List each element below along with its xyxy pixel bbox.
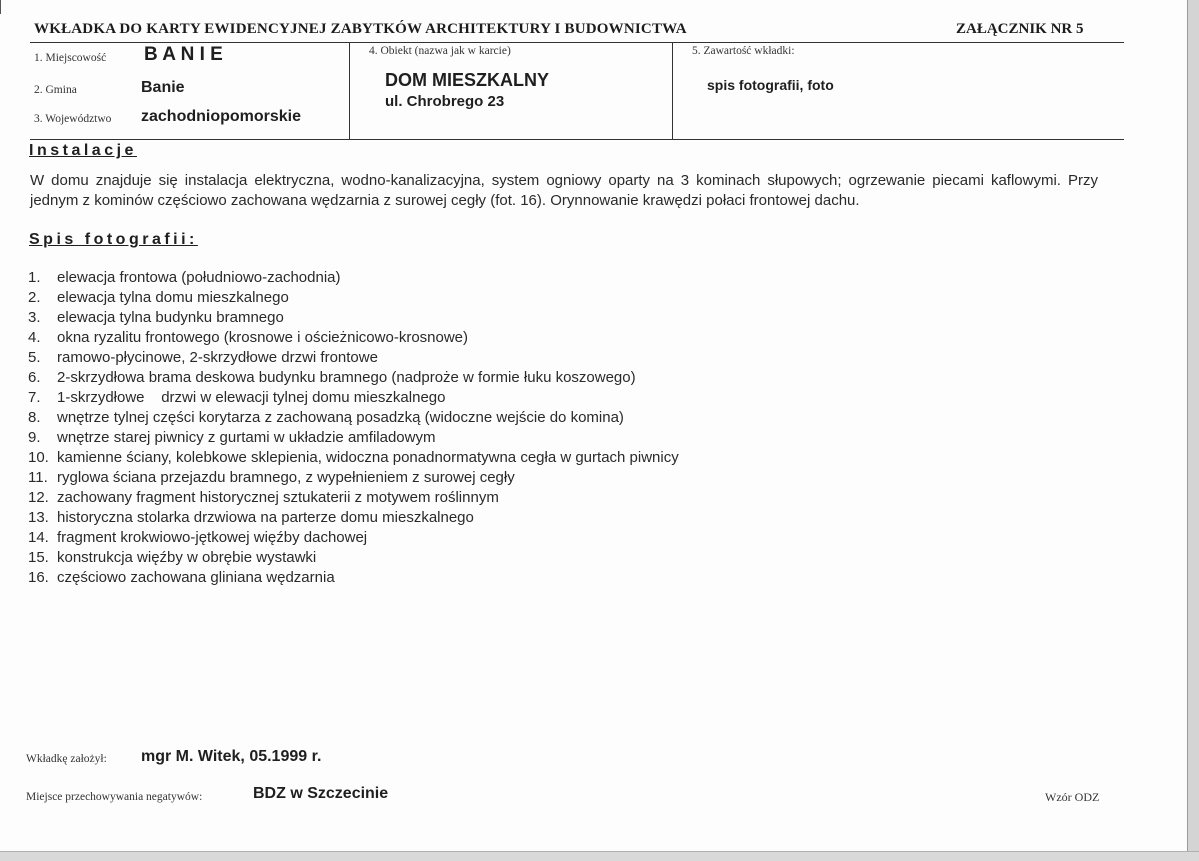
list-item-number: 1.: [28, 269, 41, 286]
list-item-number: 7.: [28, 389, 41, 406]
list-item-number: 9.: [28, 429, 41, 446]
author-label: Wkładkę założył:: [26, 753, 107, 765]
list-item-number: 4.: [28, 329, 41, 346]
list-item: [28, 368, 679, 388]
column-divider-2: [672, 42, 673, 140]
list-item-number: 2.: [28, 289, 41, 306]
list-item: [28, 388, 679, 408]
installations-text: W domu znajduje się instalacja elektryczna, wodno-kanalizacyjna, system ogniowy oparty na 3 kominach słupowych; ogrzewanie piecami kaflowymi. Przy jednym z kominów częściowo zachowana wędzarnia z surowej cegły (fot. 16). Orynnowanie krawędzi połaci frontowej dachu.: [30, 172, 1098, 209]
annex-number: ZAŁĄCZNIK NR 5: [956, 21, 1084, 37]
list-item: [28, 468, 679, 488]
list-item-number: 10.: [28, 449, 49, 466]
list-item-text: ryglowa ściana przejazdu bramnego, z wypełnieniem z surowej cegły: [57, 469, 515, 486]
storage-label: Miejsce przechowywania negatywów:: [26, 791, 203, 803]
commune-label: 2. Gmina: [34, 84, 77, 96]
list-item: [28, 328, 679, 348]
list-item-text: konstrukcja więźby w obrębie wystawki: [57, 549, 317, 566]
list-item: [28, 488, 679, 508]
list-item-text: okna ryzalitu frontowego (krosnowe i ościeżnicowo-krosnowe): [57, 329, 469, 346]
document-title: WKŁADKA DO KARTY EWIDENCYJNEJ ZABYTKÓW ARCHITEKTURY I BUDOWNICTWA: [34, 21, 687, 37]
scan-edge-right: [1187, 0, 1199, 861]
list-item: [28, 428, 679, 448]
template-mark: Wzór ODZ: [1045, 790, 1100, 804]
installations-heading: Instalacje: [29, 142, 137, 159]
list-item-text: elewacja frontowa (południowo-zachodnia): [57, 269, 341, 286]
object-name: DOM MIESZKALNY: [385, 70, 549, 90]
column-divider-1: [349, 42, 350, 140]
list-item: [28, 348, 679, 368]
photo-list: [28, 268, 679, 588]
list-item-number: 13.: [28, 509, 49, 526]
fields-bottom-rule: [30, 139, 1124, 140]
voivodeship-label: 3. Województwo: [34, 113, 112, 125]
contents-value: spis fotografii, foto: [707, 77, 834, 93]
object-label: 4. Obiekt (nazwa jak w karcie): [369, 45, 511, 57]
list-item-text: kamienne ściany, kolebkowe sklepienia, widoczna ponadnormatywna cegła w gurtach piwnicy: [57, 449, 679, 466]
list-item-text: 2-skrzydłowa brama deskowa budynku bramnego (nadproże w formie łuku koszowego): [57, 369, 636, 386]
object-address: ul. Chrobrego 23: [385, 93, 505, 110]
list-item-text: częściowo zachowana gliniana wędzarnia: [57, 569, 335, 586]
storage-value: BDZ w Szczecinie: [253, 785, 389, 802]
list-item: [28, 508, 679, 528]
commune-value: Banie: [141, 79, 185, 96]
list-item-text: elewacja tylna budynku bramnego: [57, 309, 284, 326]
header-rule: [30, 42, 1124, 43]
scan-edge-bottom: [0, 851, 1199, 861]
locality-label: 1. Miejscowość: [34, 52, 107, 64]
photos-heading: Spis fotografii:: [29, 231, 198, 248]
list-item-number: 6.: [28, 369, 41, 386]
list-item-number: 3.: [28, 309, 41, 326]
corner-mark: [0, 0, 7, 14]
list-item-number: 5.: [28, 349, 41, 366]
list-item-number: 12.: [28, 489, 49, 506]
list-item-text: elewacja tylna domu mieszkalnego: [57, 289, 289, 306]
locality-value: B A N I E: [144, 44, 223, 65]
list-item-text: historyczna stolarka drzwiowa na parterze domu mieszkalnego: [57, 509, 474, 526]
list-item-number: 16.: [28, 569, 49, 586]
list-item: [28, 308, 679, 328]
voivodeship-value: zachodniopomorskie: [141, 108, 302, 125]
list-item-text: 1-skrzydłowe drzwi w elewacji tylnej domu mieszkalnego: [57, 389, 446, 406]
author-value: mgr M. Witek, 05.1999 r.: [141, 748, 322, 765]
list-item-number: 11.: [28, 469, 48, 486]
list-item-text: wnętrze starej piwnicy z gurtami w układzie amfiladowym: [57, 429, 436, 446]
list-item-number: 15.: [28, 549, 49, 566]
list-item: [28, 288, 679, 308]
list-item: [28, 448, 679, 468]
list-item: [28, 568, 679, 588]
list-item-text: wnętrze tylnej części korytarza z zachowaną posadzką (widoczne wejście do komina): [57, 409, 624, 426]
list-item-text: zachowany fragment historycznej sztukaterii z motywem roślinnym: [57, 489, 499, 506]
list-item-number: 14.: [28, 529, 49, 546]
list-item-text: fragment krokwiowo-jętkowej więźby dachowej: [57, 529, 368, 546]
list-item-text: ramowo-płycinowe, 2-skrzydłowe drzwi frontowe: [57, 349, 378, 366]
list-item-number: 8.: [28, 409, 41, 426]
list-item: [28, 268, 679, 288]
list-item: [28, 408, 679, 428]
contents-label: 5. Zawartość wkładki:: [692, 45, 795, 57]
list-item: [28, 548, 679, 568]
list-item: [28, 528, 679, 548]
